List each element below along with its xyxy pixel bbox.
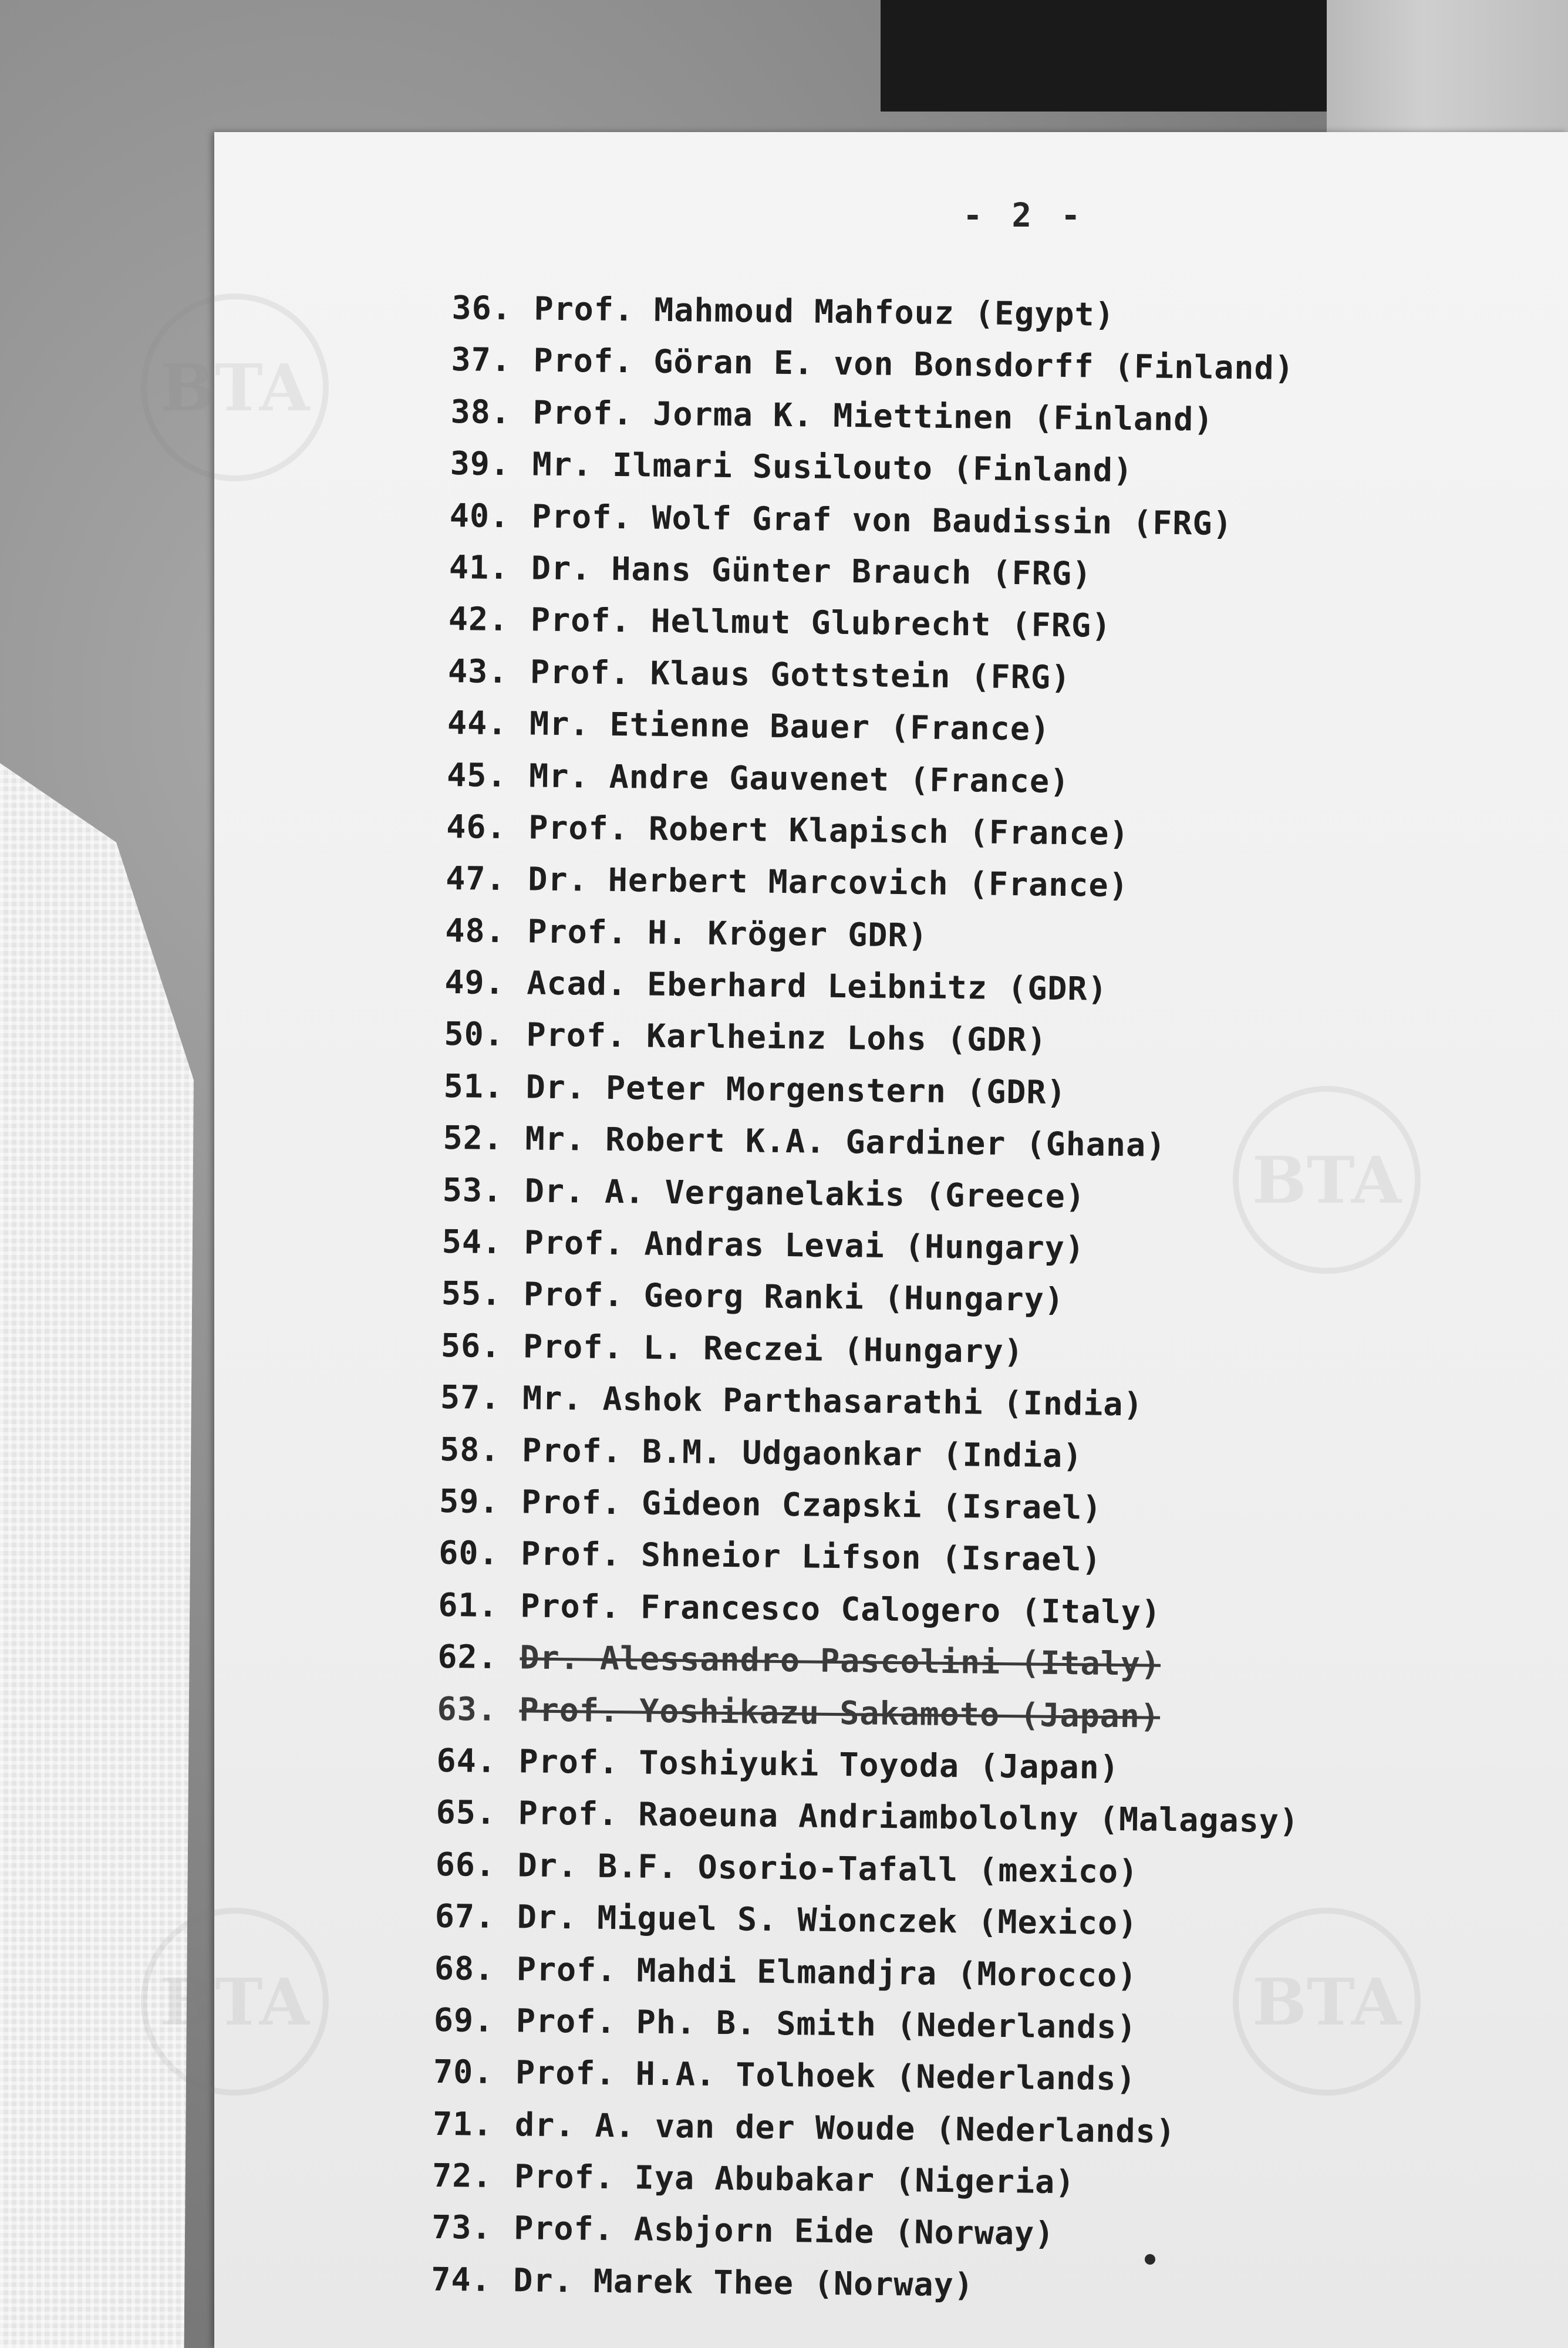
list-item: 51. Dr. Peter Morgenstern (GDR) [443, 1067, 1067, 1111]
list-item: 73. Prof. Asbjorn Eide (Norway) [431, 2208, 1055, 2253]
struck-list-item: 63. Prof. Yoshikazu Sakamoto (Japan) [437, 1689, 1161, 1735]
list-item: 47. Dr. Herbert Marcovich (France) [446, 859, 1129, 905]
list-item: 54. Prof. Andras Levai (Hungary) [441, 1222, 1085, 1267]
struck-list-item: 62. Dr. Alessandro Pascolini (Italy) [437, 1638, 1161, 1683]
list-item: 43. Prof. Klaus Gottstein (FRG) [447, 652, 1071, 696]
list-item: 42. Prof. Hellmut Glubrecht (FRG) [448, 600, 1112, 645]
list-item: 38. Prof. Jorma K. Miettinen (Finland) [450, 392, 1214, 438]
list-item: 36. Prof. Mahmoud Mahfouz (Egypt) [451, 288, 1115, 333]
lace-curtain [0, 763, 194, 2348]
list-item: 40. Prof. Wolf Graf von Baudissin (FRG) [449, 496, 1233, 542]
list-item: 57. Mr. Ashok Parthasarathi (India) [440, 1378, 1144, 1423]
list-item: 60. Prof. Shneior Lifson (Israel) [438, 1534, 1102, 1579]
list-item: 66. Dr. B.F. Osorio-Tafall (mexico) [435, 1845, 1139, 1891]
list-item: 74. Dr. Marek Thee (Norway) [431, 2260, 974, 2304]
list-item: 46. Prof. Robert Klapisch (France) [446, 807, 1129, 853]
page-number: - 2 - [963, 197, 1085, 235]
list-item: 49. Acad. Eberhard Leibnitz (GDR) [444, 963, 1108, 1008]
list-item: 56. Prof. L. Reczei (Hungary) [440, 1326, 1024, 1371]
list-item: 64. Prof. Toshiyuki Toyoda (Japan) [436, 1741, 1120, 1786]
watermark-logo: BTA [141, 294, 329, 481]
list-item: 52. Mr. Robert K.A. Gardiner (Ghana) [443, 1119, 1166, 1165]
list-item: 55. Prof. Georg Ranki (Hungary) [441, 1274, 1065, 1319]
list-item: 72. Prof. Iya Abubakar (Nigeria) [431, 2156, 1075, 2201]
watermark-logo: BTA [1233, 1086, 1421, 1274]
list-item: 44. Mr. Etienne Bauer (France) [447, 704, 1051, 748]
list-item: 61. Prof. Francesco Calogero (Italy) [438, 1585, 1162, 1631]
list-item: 71. dr. A. van der Woude (Nederlands) [432, 2104, 1176, 2150]
watermark-logo: BTA [1233, 1908, 1421, 2096]
list-item: 37. Prof. Göran E. von Bonsdorff (Finland) [451, 340, 1295, 387]
list-item: 68. Prof. Mahdi Elmandjra (Morocco) [434, 1949, 1138, 1994]
participant-list [431, 282, 1391, 2315]
list-item: 58. Prof. B.M. Udgaonkar (India) [439, 1430, 1083, 1475]
list-item: 69. Prof. Ph. B. Smith (Nederlands) [433, 2000, 1137, 2046]
ink-dot [1145, 2254, 1155, 2265]
list-item: 50. Prof. Karlheinz Lohs (GDR) [444, 1015, 1047, 1060]
list-item: 67. Dr. Miguel S. Wionczek (Mexico) [434, 1897, 1138, 1942]
list-item: 41. Dr. Hans Günter Brauch (FRG) [449, 548, 1092, 593]
list-item: 45. Mr. Andre Gauvenet (France) [446, 755, 1070, 800]
list-item: 65. Prof. Raoeuna Andriambololny (Malagasy) [436, 1793, 1300, 1840]
list-item: 39. Mr. Ilmari Susilouto (Finland) [450, 444, 1134, 490]
list-item: 48. Prof. H. Kröger GDR) [445, 911, 928, 954]
list-item: 70. Prof. H.A. Tolhoek (Nederlands) [433, 2053, 1137, 2098]
list-item: 53. Dr. A. Verganelakis (Greece) [442, 1170, 1086, 1216]
list-item: 59. Prof. Gideon Czapski (Israel) [439, 1482, 1102, 1527]
watermark-logo: BTA [141, 1908, 329, 2096]
dark-window-gap [881, 0, 1327, 112]
